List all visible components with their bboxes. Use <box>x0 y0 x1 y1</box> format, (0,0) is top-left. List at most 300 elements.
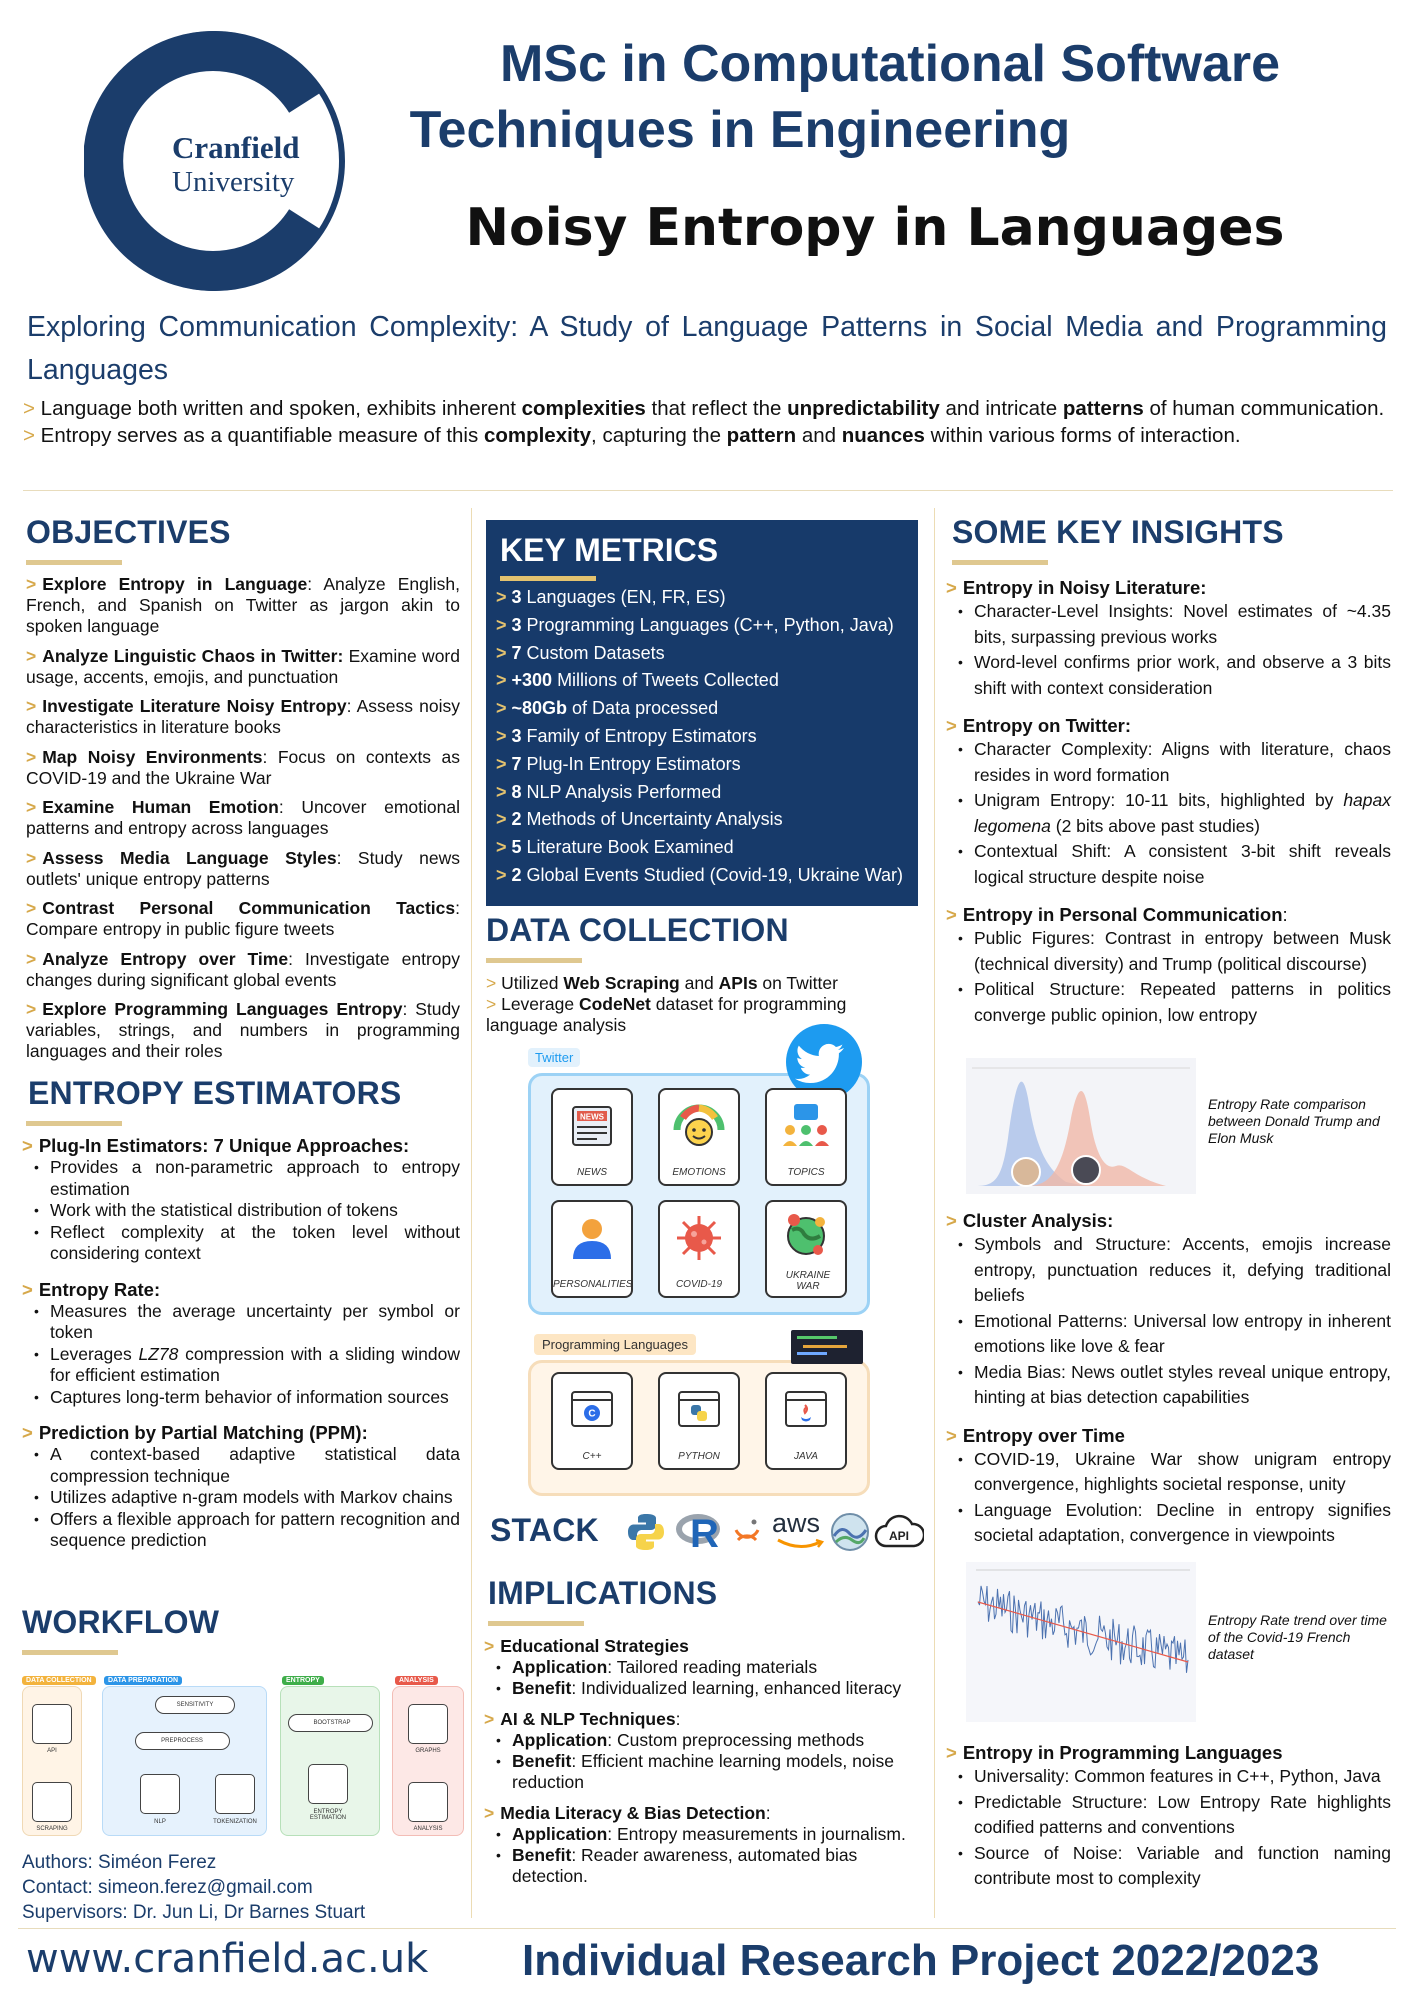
tile-personalities <box>551 1200 633 1298</box>
benefit-text: : Efficient machine learning models, noise reduction <box>512 1751 894 1792</box>
objective-bold: Analyze Entropy over Time <box>42 948 289 969</box>
estimators-underline <box>26 1121 122 1126</box>
metric-value: +300 <box>511 670 553 691</box>
insight-heading <box>946 1425 1391 1447</box>
person-icon <box>567 1213 617 1263</box>
estimator-bullet: • A context-based adaptive statistical data compression technique <box>22 1444 460 1487</box>
estimators-title: ENTROPY ESTIMATORS <box>28 1075 402 1111</box>
arrow-marker: > <box>26 746 37 767</box>
wf-graphs-icon <box>408 1704 448 1744</box>
tile-java-label: JAVA <box>794 1451 818 1462</box>
chart2-caption: Entropy Rate trend over time of the Covid-19 French dataset <box>1208 1612 1387 1662</box>
bold-text: unpredictability <box>787 397 940 420</box>
page-title-line1: MSc in Computational Software <box>499 35 1281 93</box>
objective-bold: Investigate Literature Noisy Entropy <box>42 696 347 716</box>
arrow-marker: > <box>26 645 37 666</box>
metric-value: ~80Gb <box>511 698 568 719</box>
intro-bullets <box>23 396 1393 449</box>
objective-bold: Explore Programming Languages Entropy <box>42 999 403 1019</box>
arrow-marker: > <box>946 577 957 598</box>
arrow-marker: > <box>496 587 512 607</box>
insight-heading-text: Entropy over Time <box>962 1424 1125 1446</box>
implications-title: IMPLICATIONS <box>488 1575 718 1611</box>
estimators-list <box>22 1135 460 1566</box>
metric-item <box>496 862 916 890</box>
insight-heading <box>946 1210 1391 1232</box>
bold-text: complexity <box>483 423 592 447</box>
arrow-marker: > <box>946 715 957 736</box>
data-collection-line2: > Leverage CodeNet dataset for programming language analysis <box>486 994 847 1035</box>
application-label: Application <box>512 1730 608 1750</box>
implication-benefit <box>484 1678 924 1699</box>
footer-project: Individual Research Project 2022/2023 <box>522 1936 1320 1985</box>
insight-list <box>946 1232 1391 1411</box>
arrow-marker: > <box>22 1135 33 1156</box>
bold-text: Web Scraping <box>563 973 680 993</box>
tile-covid-label: COVID-19 <box>675 1279 723 1290</box>
objective-text: : Study news outlets' unique entropy patterns <box>26 847 460 889</box>
wf-entropy-estimation-label: ENTROPY ESTIMATION <box>309 1809 347 1821</box>
wf-entropy-estimation-icon <box>308 1764 348 1804</box>
implication-benefit <box>484 1845 924 1887</box>
insight-heading-text: Cluster Analysis: <box>962 1210 1114 1231</box>
density-plot <box>966 1058 1196 1194</box>
data-collection-line1: > Utilized Web Scraping and APIs on Twitter <box>486 973 838 993</box>
arrow-marker: > <box>496 642 512 663</box>
workflow-diagram <box>20 1664 465 1834</box>
globe-war-icon <box>780 1208 832 1260</box>
objective-item <box>26 898 460 940</box>
bold-text: patterns <box>1062 397 1144 420</box>
wf-nlp-label: NLP <box>154 1819 166 1825</box>
programming-label: Programming Languages <box>534 1334 696 1355</box>
bold-text: pattern <box>726 423 797 447</box>
implication-heading <box>484 1636 924 1657</box>
topics-icon <box>780 1100 832 1152</box>
estimator-heading-text: Entropy Rate: <box>38 1278 161 1300</box>
arrow-marker: > <box>486 973 502 993</box>
data-collection-underline <box>486 958 582 963</box>
wf-tokenization-icon <box>215 1774 255 1814</box>
wf-tokenization-label: TOKENIZATION <box>213 1819 257 1825</box>
insight-list <box>946 599 1391 701</box>
objective-bold: Contrast Personal Communication Tactics <box>42 898 456 918</box>
objectives-title: OBJECTIVES <box>26 514 231 550</box>
trend-series-line <box>978 1586 1188 1673</box>
insight-heading <box>946 715 1391 737</box>
insights-underline <box>952 560 1048 565</box>
application-label: Application <box>512 1657 608 1677</box>
metric-item <box>496 806 916 834</box>
insight-group <box>946 904 1391 1028</box>
insights-group-4-5 <box>946 1210 1391 1563</box>
estimator-group <box>22 1422 460 1552</box>
application-text: : Entropy measurements in journalism. <box>607 1824 906 1844</box>
wf-scraping-label: SCRAPING <box>36 1826 68 1832</box>
estimator-bullet: • Leverages LZ78 compression with a sliding window for efficient estimation <box>22 1344 460 1387</box>
python-window-icon <box>676 1387 722 1433</box>
insight-group <box>946 1425 1391 1549</box>
api-text: API <box>888 1529 910 1543</box>
metric-value: 7 <box>511 642 522 663</box>
tile-personalities-label: PERSONALITIES <box>553 1279 633 1290</box>
benefit-label: Benefit <box>512 1845 572 1865</box>
objective-bold: Examine Human Emotion <box>42 797 279 817</box>
intro-bullet-1: > Language both written and spoken, exhibits inherent complexities that reflect the unpredictability and intricate patterns of human communication. <box>23 397 1385 420</box>
implication-application <box>484 1824 924 1845</box>
metric-item <box>496 723 916 751</box>
metric-item <box>496 751 916 779</box>
insight-list <box>946 1447 1391 1549</box>
estimator-group <box>22 1279 460 1409</box>
intro-heading: Exploring Communication Complexity: A Study of Language Patterns in Social Media and Programming Languages <box>27 311 1387 386</box>
tile-python <box>658 1372 740 1470</box>
arrow-marker: > <box>946 1210 957 1231</box>
twitter-label: Twitter <box>528 1048 580 1067</box>
tile-topics-label: TOPICS <box>787 1167 825 1178</box>
estimator-bullet: • Offers a flexible approach for pattern recognition and sequence prediction <box>22 1509 460 1552</box>
arrow-marker: > <box>496 753 512 774</box>
arrow-marker: > <box>26 574 37 594</box>
insight-group <box>946 577 1391 701</box>
intro-bullet-2: > Entropy serves as a quantifiable measure of this complexity, capturing the pattern and nuances within various forms of interaction. <box>23 423 1241 447</box>
objective-text: : Uncover emotional patterns and entropy across languages <box>26 797 460 838</box>
tile-emotions <box>658 1088 740 1186</box>
wf-stage-analysis-tag: ANALYSIS <box>395 1676 438 1685</box>
arrow-marker: > <box>484 1803 495 1823</box>
estimator-bullet: • Measures the average uncertainty per symbol or token <box>22 1301 460 1344</box>
metric-value: 8 <box>511 781 522 802</box>
metric-text: NLP Analysis Performed <box>521 781 722 802</box>
arrow-marker: > <box>22 1422 33 1443</box>
svg-text:C: C <box>588 1408 596 1420</box>
bold-text: nuances <box>841 423 925 447</box>
tile-news <box>551 1088 633 1186</box>
tile-topics <box>765 1088 847 1186</box>
estimator-bullet: • Captures long-term behavior of information sources <box>22 1387 460 1409</box>
implication-group <box>484 1636 924 1699</box>
tile-emotions-label: EMOTIONS <box>672 1167 726 1178</box>
supervisors-line: Supervisors: Dr. Jun Li, Dr Barnes Stuart <box>22 1902 366 1923</box>
implication-heading-text: Media Literacy & Bias Detection <box>500 1803 766 1823</box>
arrow-marker: > <box>23 397 41 420</box>
estimator-group <box>22 1135 460 1265</box>
virus-icon <box>673 1212 725 1264</box>
estimator-bullet: • Utilizes adaptive n-gram models with Markov chains <box>22 1487 460 1509</box>
objective-bold: Assess Media Language Styles <box>42 847 337 868</box>
wf-api-icon <box>32 1704 72 1744</box>
bold-text: APIs <box>718 973 758 993</box>
contact-line: Contact: simeon.ferez@gmail.com <box>22 1877 313 1898</box>
arrow-marker: > <box>496 614 512 635</box>
estimator-heading <box>22 1135 460 1157</box>
estimator-bullet: • Work with the statistical distribution of tokens <box>22 1200 460 1222</box>
arrow-marker: > <box>26 847 37 868</box>
logo-text-cranfield: Cranfield <box>172 130 300 165</box>
tile-covid <box>658 1200 740 1298</box>
wf-api-label: API <box>47 1748 57 1754</box>
stack-title: STACK <box>490 1512 599 1548</box>
wf-stage-entropy-tag: ENTROPY <box>282 1676 324 1685</box>
implication-application <box>484 1657 924 1678</box>
aws-logo: aws <box>772 1508 826 1552</box>
metric-text: Custom Datasets <box>521 642 665 663</box>
heading-suffix: : <box>1282 904 1288 925</box>
wf-preprocess-label: PREPROCESS <box>161 1738 203 1744</box>
insight-bullet: • Emotional Patterns: Universal low entropy in inherent emotions like love & fear <box>946 1309 1391 1360</box>
stack-logos <box>622 1506 932 1558</box>
data-collection-title: DATA COLLECTION <box>486 912 789 948</box>
insights-group-6 <box>946 1742 1391 1906</box>
estimator-list <box>22 1301 460 1409</box>
insight-heading-text: Entropy in Noisy Literature: <box>962 577 1207 598</box>
benefit-text: : Reader awareness, automated bias detection. <box>512 1845 858 1886</box>
entropy-rate-comparison-chart <box>966 1058 1196 1194</box>
objective-text: : Assess noisy characteristics in literature books <box>26 696 460 737</box>
objective-item <box>26 696 460 738</box>
arrow-marker: > <box>23 423 41 447</box>
insight-bullet: • Political Structure: Repeated patterns in politics converge public opinion, low entropy <box>946 977 1391 1028</box>
insight-bullet: • Universality: Common features in C++, Python, Java <box>946 1764 1391 1790</box>
column-divider-left <box>471 508 472 1918</box>
poster-subtitle: Noisy Entropy in Languages <box>465 198 1285 258</box>
insight-list <box>946 926 1391 1028</box>
arrow-marker: > <box>26 797 37 817</box>
arrow-marker: > <box>496 864 512 885</box>
metric-value: 3 <box>511 587 522 607</box>
implications-underline <box>488 1621 584 1626</box>
api-cloud-icon <box>874 1510 924 1554</box>
objective-bold: Analyze Linguistic Chaos in Twitter: <box>42 645 344 666</box>
tile-cpp-label: C++ <box>582 1451 602 1462</box>
insight-heading <box>946 904 1391 926</box>
application-text: : Custom preprocessing methods <box>607 1730 865 1750</box>
benefit-text: : Individualized learning, enhanced literacy <box>571 1678 902 1698</box>
metric-text: Programming Languages (C++, Python, Java) <box>521 614 894 635</box>
benefit-label: Benefit <box>512 1751 572 1771</box>
musk-avatar <box>1072 1156 1100 1184</box>
insight-bullet: • Language Evolution: Decline in entropy signifies societal adaptation, convergence in viewpoints <box>946 1498 1391 1549</box>
bold-text: complexities <box>521 397 646 420</box>
metric-value: 3 <box>511 614 522 635</box>
tile-ukraine-war <box>765 1200 847 1298</box>
footer-url[interactable]: www.cranfield.ac.uk <box>26 1936 429 1982</box>
wf-stage-preparation-tag: DATA PREPARATION <box>104 1676 182 1685</box>
objective-text: : Investigate entropy changes during significant global events <box>26 948 460 990</box>
r-logo: R <box>676 1510 724 1554</box>
python-logo <box>626 1512 666 1552</box>
insights-title: SOME KEY INSIGHTS <box>952 514 1284 550</box>
insight-group <box>946 1742 1391 1892</box>
application-label: Application <box>512 1824 608 1844</box>
metric-value: 7 <box>511 753 522 774</box>
metric-item <box>496 584 916 612</box>
arrow-marker: > <box>496 698 512 719</box>
arrow-marker: > <box>22 1278 33 1300</box>
estimator-heading <box>22 1279 460 1301</box>
cpp-window-icon <box>569 1387 615 1433</box>
metric-item <box>496 834 916 862</box>
objective-item <box>26 999 460 1062</box>
arrow-marker: > <box>496 781 512 802</box>
logo-text-university: University <box>172 166 295 198</box>
estimator-list <box>22 1157 460 1265</box>
metric-item <box>496 667 916 695</box>
metric-value: 2 <box>511 864 522 885</box>
implication-heading <box>484 1709 924 1730</box>
estimator-heading-text: Plug-In Estimators: 7 Unique Approaches: <box>38 1135 410 1156</box>
estimator-bullet: • Reflect complexity at the token level without considering context <box>22 1222 460 1265</box>
objective-text: : Study variables, strings, and numbers in programming languages and their roles <box>26 999 460 1061</box>
implications-list <box>484 1636 924 1897</box>
tile-python-label: PYTHON <box>678 1451 720 1462</box>
trend-plot <box>966 1562 1196 1722</box>
tile-news-label: NEWS <box>577 1167 607 1178</box>
cranfield-logo <box>84 30 346 292</box>
column-divider-right <box>934 508 935 1918</box>
objective-bold: Map Noisy Environments <box>42 746 263 767</box>
objective-item <box>26 574 460 637</box>
insight-group <box>946 715 1391 890</box>
wf-sensitivity-label: SENSITIVITY <box>176 1702 214 1708</box>
objective-text: : Focus on contexts as COVID-19 and the Ukraine War <box>26 746 460 788</box>
implication-benefit <box>484 1751 924 1793</box>
metric-value: 2 <box>511 809 522 830</box>
insight-bullet: • Media Bias: News outlet styles reveal unique entropy, hinting at bias detection capabilities <box>946 1360 1391 1411</box>
insight-bullet: • Source of Noise: Variable and function naming contribute most to complexity <box>946 1841 1391 1892</box>
wf-bootstrap-label: BOOTSTRAP <box>313 1720 351 1726</box>
insights-group-1-3 <box>946 577 1391 1042</box>
metric-text: Plug-In Entropy Estimators <box>521 753 741 774</box>
wf-analysis-icon <box>408 1782 448 1822</box>
insight-bullet: • Unigram Entropy: 10-11 bits, highlighted by hapax legomena (2 bits above past studies) <box>946 788 1391 839</box>
estimator-bullet: • Provides a non-parametric approach to entropy estimation <box>22 1157 460 1200</box>
key-metrics-panel <box>486 520 918 906</box>
italic-text: hapax legomena <box>974 790 1391 836</box>
metric-value: 5 <box>511 837 522 858</box>
implication-heading <box>484 1803 924 1824</box>
arrow-marker: > <box>26 696 37 716</box>
arrow-marker: > <box>946 1742 957 1763</box>
insight-heading <box>946 1742 1391 1764</box>
key-metrics-list <box>496 584 916 890</box>
estimator-heading <box>22 1422 460 1444</box>
page-title-line2: Techniques in Engineering <box>409 101 1071 159</box>
implication-list <box>484 1730 924 1793</box>
insight-bullet: • Character Complexity: Aligns with literature, chaos resides in word formation <box>946 737 1391 788</box>
insight-heading <box>946 577 1391 599</box>
objective-item <box>26 646 460 688</box>
metric-text: Family of Entropy Estimators <box>521 725 757 746</box>
insight-bullet: • Predictable Structure: Low Entropy Rate highlights codified patterns and conventions <box>946 1790 1391 1841</box>
insight-group <box>946 1210 1391 1411</box>
insight-heading-text: Entropy in Personal Communication <box>962 904 1283 925</box>
java-window-icon <box>783 1387 829 1433</box>
bold-text: CodeNet <box>578 994 651 1014</box>
italic-text: LZ78 <box>138 1343 179 1364</box>
key-metrics-title: KEY METRICS <box>500 532 719 568</box>
metric-item <box>496 640 916 668</box>
metric-item <box>496 612 916 640</box>
metric-text: Methods of Uncertainty Analysis <box>521 809 783 830</box>
metric-text: of Data processed <box>567 698 719 719</box>
insight-bullet: • Word-level confirms prior work, and observe a 3 bits shift with context consideration <box>946 650 1391 701</box>
heading-suffix: : <box>765 1803 771 1823</box>
estimator-list <box>22 1444 460 1552</box>
objectives-list <box>26 574 460 1071</box>
arrow-marker: > <box>484 1709 495 1729</box>
wf-stage-collection-tag: DATA COLLECTION <box>22 1676 96 1685</box>
jupyter-logo <box>732 1516 762 1550</box>
arrow-marker: > <box>26 999 37 1019</box>
tile-cpp <box>551 1372 633 1470</box>
metric-value: 3 <box>511 725 522 746</box>
insight-bullet: • Contextual Shift: A consistent 3-bit shift reveals logical structure despite noise <box>946 839 1391 890</box>
insight-bullet: • COVID-19, Ukraine War show unigram entropy convergence, highlights societal response, unity <box>946 1447 1391 1498</box>
objective-bold: Explore Entropy in Language <box>42 574 308 594</box>
arrow-marker: > <box>26 948 37 969</box>
intro-divider <box>23 490 1393 491</box>
tile-ukraine-war-label: UKRAINE WAR <box>785 1270 831 1292</box>
workflow-title: WORKFLOW <box>22 1604 220 1640</box>
insight-list <box>946 1764 1391 1892</box>
arrow-marker: > <box>496 809 512 830</box>
metric-item <box>496 695 916 723</box>
arrow-marker: > <box>496 837 512 858</box>
trend-regression-line <box>978 1602 1188 1662</box>
insight-bullet: • Symbols and Structure: Accents, emojis increase entropy, punctuation reduces it, defying traditional beliefs <box>946 1232 1391 1309</box>
wf-scraping-icon <box>32 1782 72 1822</box>
objective-item <box>26 848 460 890</box>
objective-text: Examine word usage, accents, emojis, and punctuation <box>26 645 460 687</box>
wf-graphs-label: GRAPHS <box>415 1748 441 1754</box>
news-sign-text: NEWS <box>580 1112 604 1122</box>
wf-analysis-label: ANALYSIS <box>413 1826 443 1832</box>
metric-item <box>496 779 916 807</box>
insight-list <box>946 737 1391 890</box>
application-text: : Tailored reading materials <box>607 1657 818 1677</box>
objectives-underline <box>26 560 122 565</box>
implication-heading-text: AI & NLP Techniques <box>500 1709 676 1729</box>
arrow-marker: > <box>26 898 37 918</box>
insight-bullet: • Character-Level Insights: Novel estimates of ~4.35 bits, surpassing previous works <box>946 599 1391 650</box>
objective-item <box>26 797 460 839</box>
implication-group <box>484 1709 924 1793</box>
authors-block <box>22 1850 365 1925</box>
arrow-marker: > <box>946 1424 957 1446</box>
seaborn-logo <box>830 1512 870 1552</box>
tile-java <box>765 1372 847 1470</box>
benefit-label: Benefit <box>512 1678 572 1698</box>
implication-heading-text: Educational Strategies <box>500 1636 689 1656</box>
insight-heading-text: Entropy in Programming Languages <box>962 1742 1283 1763</box>
implication-list <box>484 1657 924 1699</box>
arrow-marker: > <box>486 994 502 1014</box>
arrow-marker: > <box>496 670 512 691</box>
wf-nlp-icon <box>140 1774 180 1814</box>
arrow-marker: > <box>484 1636 495 1656</box>
insight-bullet: • Public Figures: Contrast in entropy between Musk (technical diversity) and Trump (political discourse) <box>946 926 1391 977</box>
heading-suffix: : <box>675 1709 681 1729</box>
workflow-underline <box>22 1650 118 1655</box>
objective-item <box>26 949 460 991</box>
metric-text: Millions of Tweets Collected <box>552 670 779 691</box>
trump-avatar <box>1012 1158 1040 1186</box>
insight-heading-text: Entropy on Twitter: <box>962 715 1132 736</box>
estimator-heading-text: Prediction by Partial Matching (PPM): <box>38 1422 368 1443</box>
metric-text: Languages (EN, FR, ES) <box>521 587 726 607</box>
key-metrics-underline <box>500 576 596 581</box>
